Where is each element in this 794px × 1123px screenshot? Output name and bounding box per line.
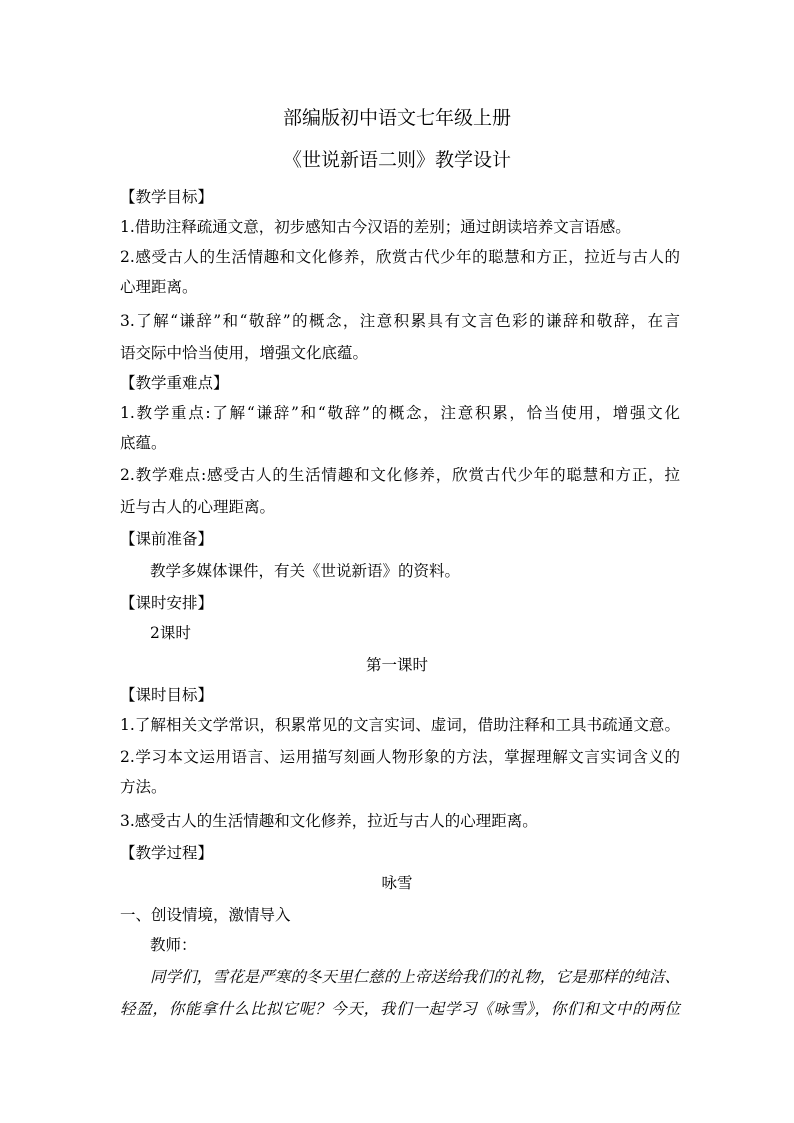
section-heading-prep: 【课前准备】 bbox=[120, 530, 214, 548]
goal-2-line-1: 2.感受古人的生活情趣和文化修养，欣赏古代少年的聪慧和方正，拉近与古人的 bbox=[120, 248, 680, 266]
section-heading-lesson-goals: 【课时目标】 bbox=[120, 686, 214, 704]
keypoint-2-line-1: 2.教学难点:感受古人的生活情趣和文化修养，欣赏古代少年的聪慧和方正，拉 bbox=[120, 466, 680, 484]
lesson-goal-2-line-2: 方法。 bbox=[120, 778, 167, 796]
schedule-text: 2课时 bbox=[150, 624, 191, 642]
goal-3-line-1: 3.了解“谦辞”和“敬辞”的概念，注意积累具有文言色彩的谦辞和敬辞，在言 bbox=[120, 312, 680, 330]
section-heading-schedule: 【课时安排】 bbox=[120, 594, 214, 612]
teacher-speech-line-2: 轻盈，你能拿什么比拟它呢？今天，我们一起学习《咏雪》，你们和文中的两位 bbox=[120, 1000, 680, 1018]
step-1-heading: 一、创设情境，激情导入 bbox=[120, 906, 291, 924]
lesson-goal-1: 1.了解相关文学常识，积累常见的文言实词、虚词，借助注释和工具书疏通文意。 bbox=[120, 716, 680, 734]
lesson-goal-2-line-1: 2.学习本文运用语言、运用描写刻画人物形象的方法，掌握理解文言实词含义的 bbox=[120, 748, 680, 766]
goal-2-line-2: 心理距离。 bbox=[120, 278, 198, 296]
document-title: 部编版初中语文七年级上册 bbox=[282, 107, 511, 129]
keypoint-2-line-2: 近与古人的心理距离。 bbox=[120, 498, 276, 516]
teacher-label: 教师： bbox=[150, 936, 197, 954]
text-title: 咏雪 bbox=[381, 874, 413, 892]
teacher-speech-line-1: 同学们，雪花是严寒的冬天里仁慈的上帝送给我们的礼物，它是那样的纯洁、 bbox=[150, 968, 680, 986]
goal-3-line-2: 语交际中恰当使用，增强文化底蕴。 bbox=[120, 344, 369, 362]
lesson-title: 第一课时 bbox=[365, 656, 428, 674]
prep-text: 教学多媒体课件，有关《世说新语》的资料。 bbox=[150, 562, 461, 580]
lesson-goal-3: 3.感受古人的生活情趣和文化修养，拉近与古人的心理距离。 bbox=[120, 812, 538, 830]
section-heading-process: 【教学过程】 bbox=[120, 844, 214, 862]
section-heading-goals: 【教学目标】 bbox=[120, 188, 214, 206]
keypoint-1-line-1: 1.教学重点:了解“谦辞”和“敬辞”的概念，注意积累，恰当使用，增强文化 bbox=[120, 404, 680, 422]
section-heading-keypoints: 【教学重难点】 bbox=[120, 374, 229, 392]
goal-1: 1.借助注释疏通文意，初步感知古今汉语的差别；通过朗读培养文言语感。 bbox=[120, 218, 631, 236]
document-subtitle: 《世说新语二则》教学设计 bbox=[282, 149, 511, 171]
keypoint-1-line-2: 底蕴。 bbox=[120, 434, 167, 452]
